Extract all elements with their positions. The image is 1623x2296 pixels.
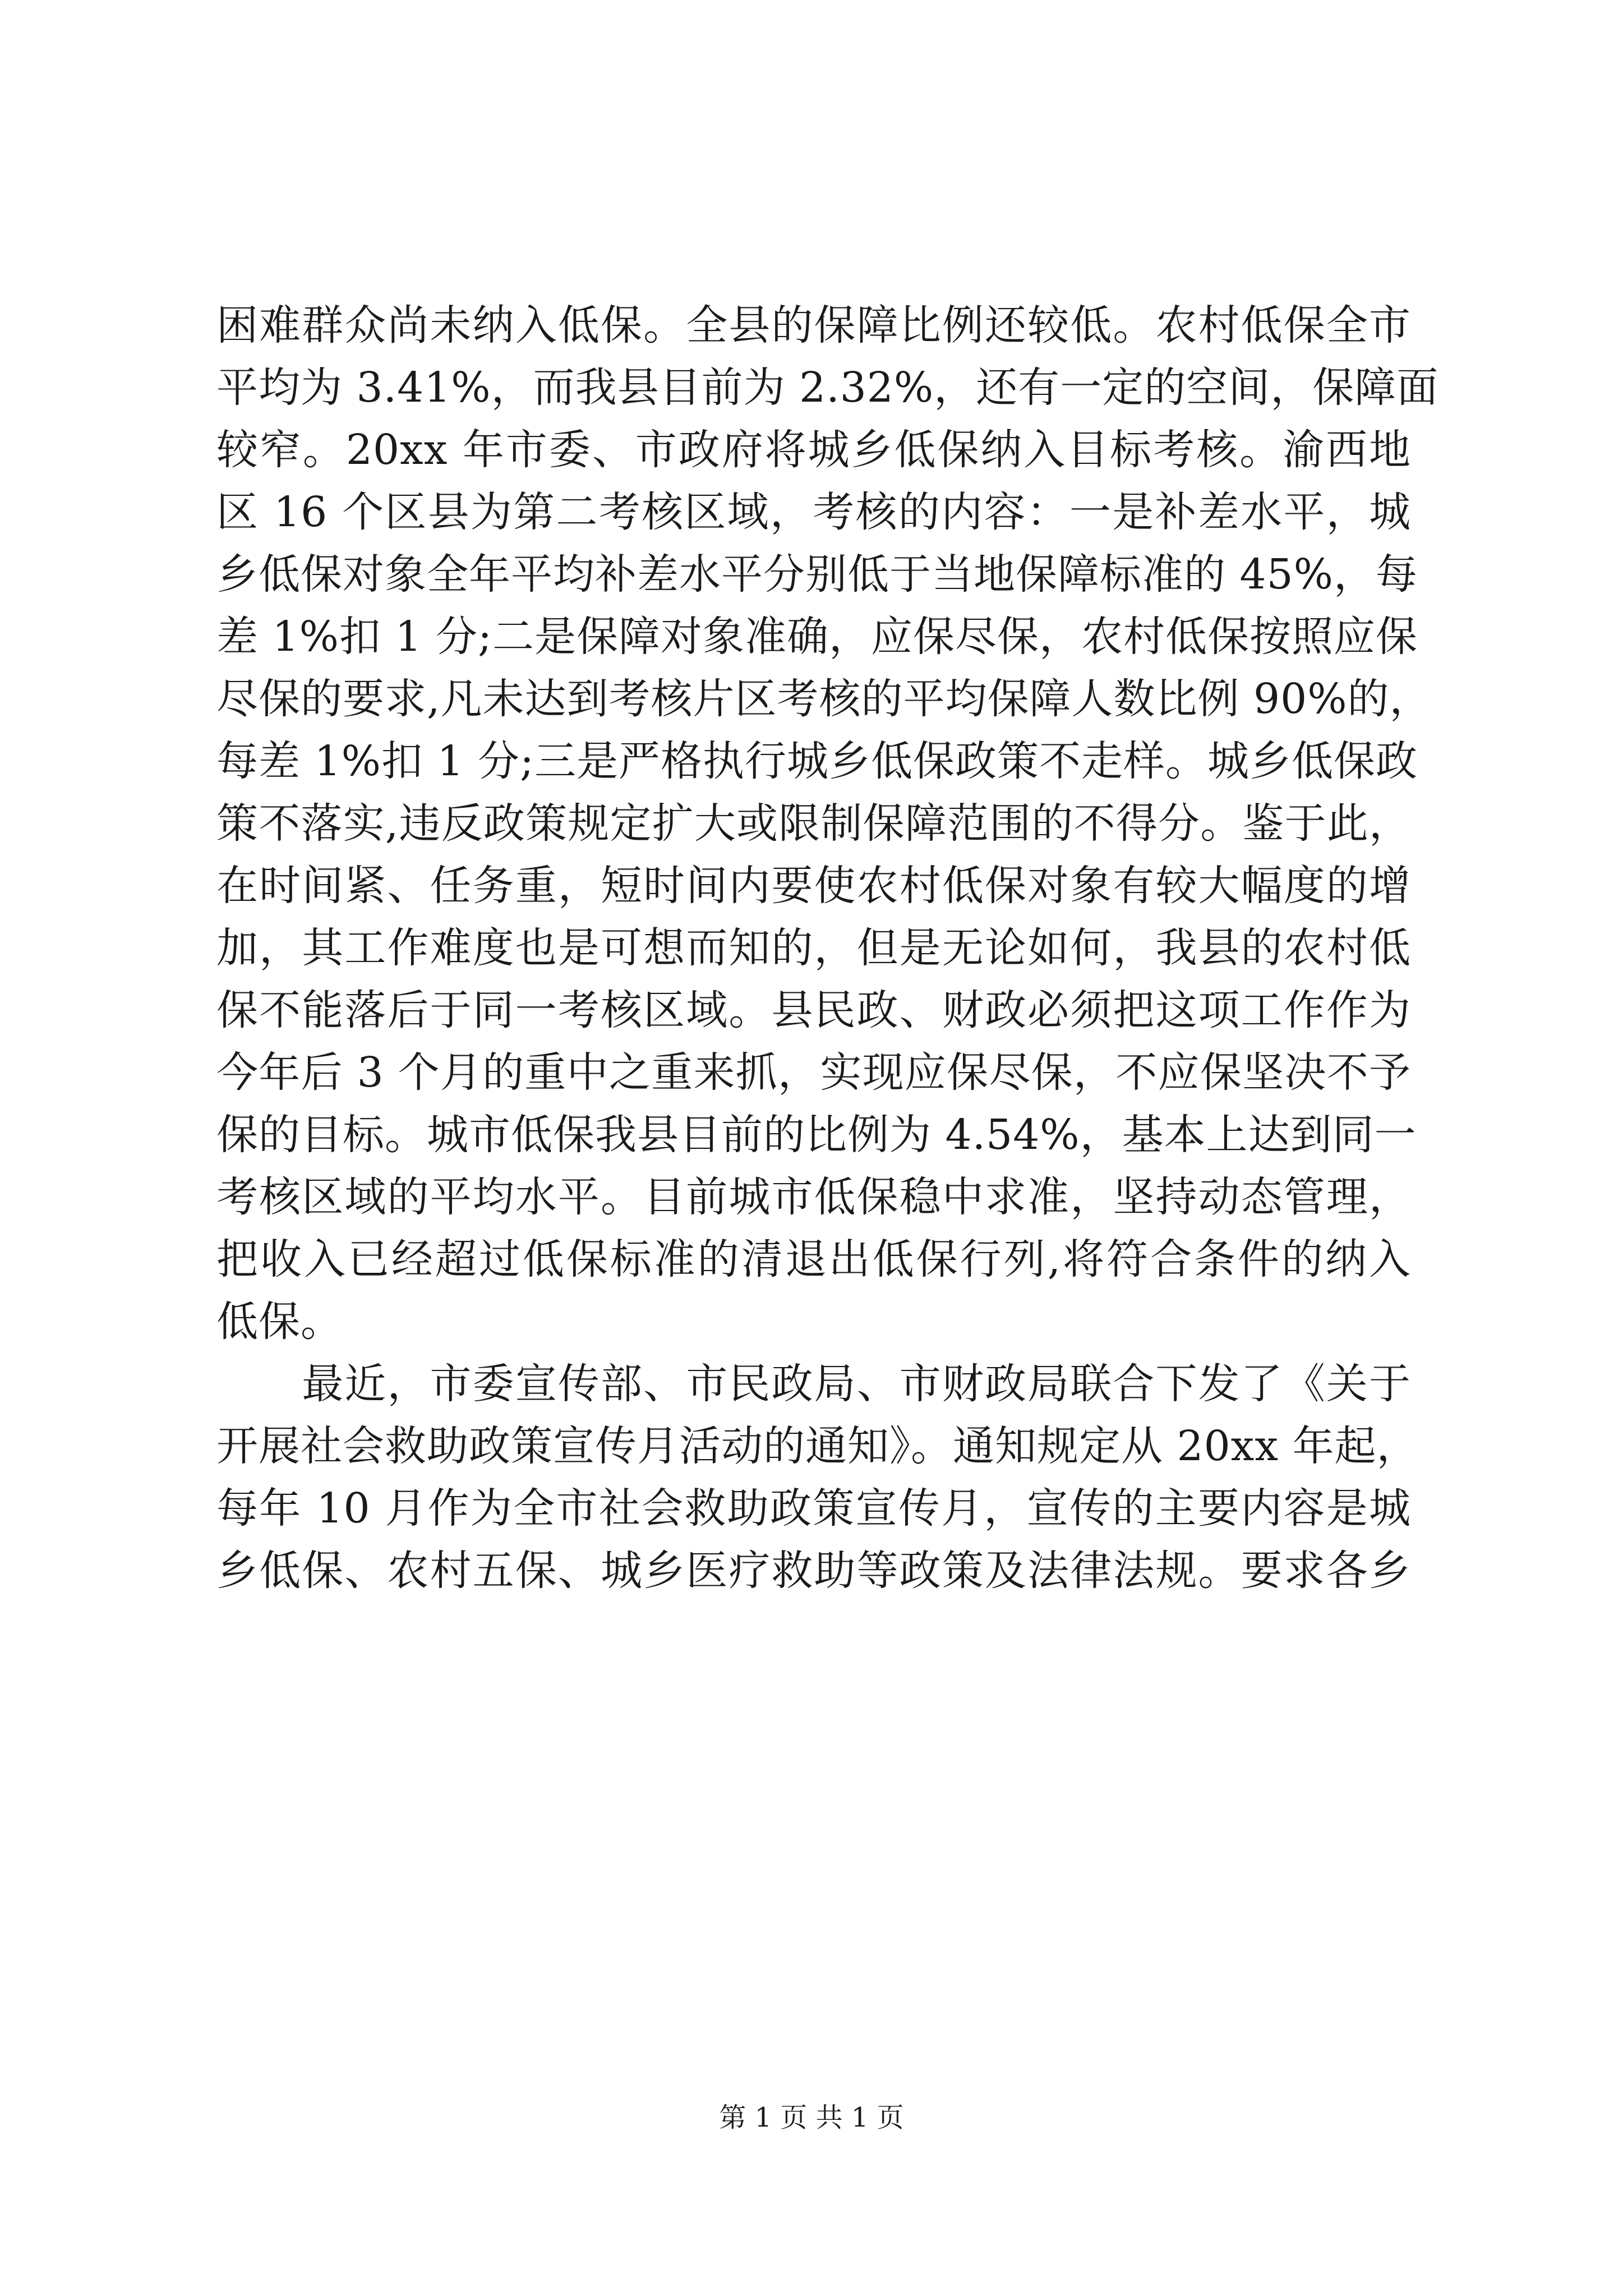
text-line: 差 1%扣 1 分;二是保障对象准确，应保尽保，农村低保按照应保 [216, 613, 1418, 661]
text-line: 困难群众尚未纳入低保。全县的保障比例还较低。农村低保全市 [216, 301, 1411, 349]
text-line: 低保。 [216, 1297, 343, 1346]
text-line: 平均为 3.41%，而我县目前为 2.32%，还有一定的空间，保障面 [216, 364, 1439, 412]
text-line: 今年后 3 个月的重中之重来抓，实现应保尽保，不应保坚决不予 [216, 1048, 1411, 1097]
text-line: 乡低保对象全年平均补差水平分别低于当地保障标准的 45%，每 [216, 550, 1418, 599]
text-line: 把收入已经超过低保标准的清退出低保行列,将符合条件的纳入 [216, 1235, 1411, 1283]
text-line: 乡低保、农村五保、城乡医疗救助等政策及法律法规。要求各乡 [216, 1547, 1411, 1595]
text-line: 保的目标。城市低保我县目前的比例为 4.54%，基本上达到同一 [216, 1111, 1417, 1159]
text-line: 每差 1%扣 1 分;三是严格执行城乡低保政策不走样。城乡低保政 [216, 737, 1418, 785]
text-line: 较窄。20xx 年市委、市政府将城乡低保纳入目标考核。渝西地 [216, 426, 1411, 474]
document-body [216, 295, 1439, 1602]
text-line: 考核区域的平均水平。目前城市低保稳中求准，坚持动态管理， [216, 1173, 1411, 1221]
paragraph-2 [216, 1353, 1419, 1602]
paragraph-1 [216, 295, 1439, 1353]
text-line: 开展社会救助政策宣传月活动的通知》。通知规定从 20xx 年起， [216, 1422, 1419, 1470]
page-number-footer: 第 1 页 共 1 页 [719, 2102, 904, 2133]
text-line: 尽保的要求,凡未达到考核片区考核的平均保障人数比例 90%的， [216, 675, 1432, 723]
text-line: 区 16 个区县为第二考核区域，考核的内容：一是补差水平，城 [216, 488, 1411, 536]
text-line: 加，其工作难度也是可想而知的，但是无论如何，我县的农村低 [216, 924, 1411, 972]
text-line: 保不能落后于同一考核区域。县民政、财政必须把这项工作作为 [216, 986, 1411, 1034]
text-line: 最近，市委宣传部、市民政局、市财政局联合下发了《关于 [216, 1360, 1411, 1408]
text-line: 在时间紧、任务重，短时间内要使农村低保对象有较大幅度的增 [216, 862, 1411, 910]
text-line: 每年 10 月作为全市社会救助政策宣传月，宣传的主要内容是城 [216, 1484, 1411, 1533]
text-line: 策不落实,违反政策规定扩大或限制保障范围的不得分。鉴于此， [216, 799, 1411, 848]
